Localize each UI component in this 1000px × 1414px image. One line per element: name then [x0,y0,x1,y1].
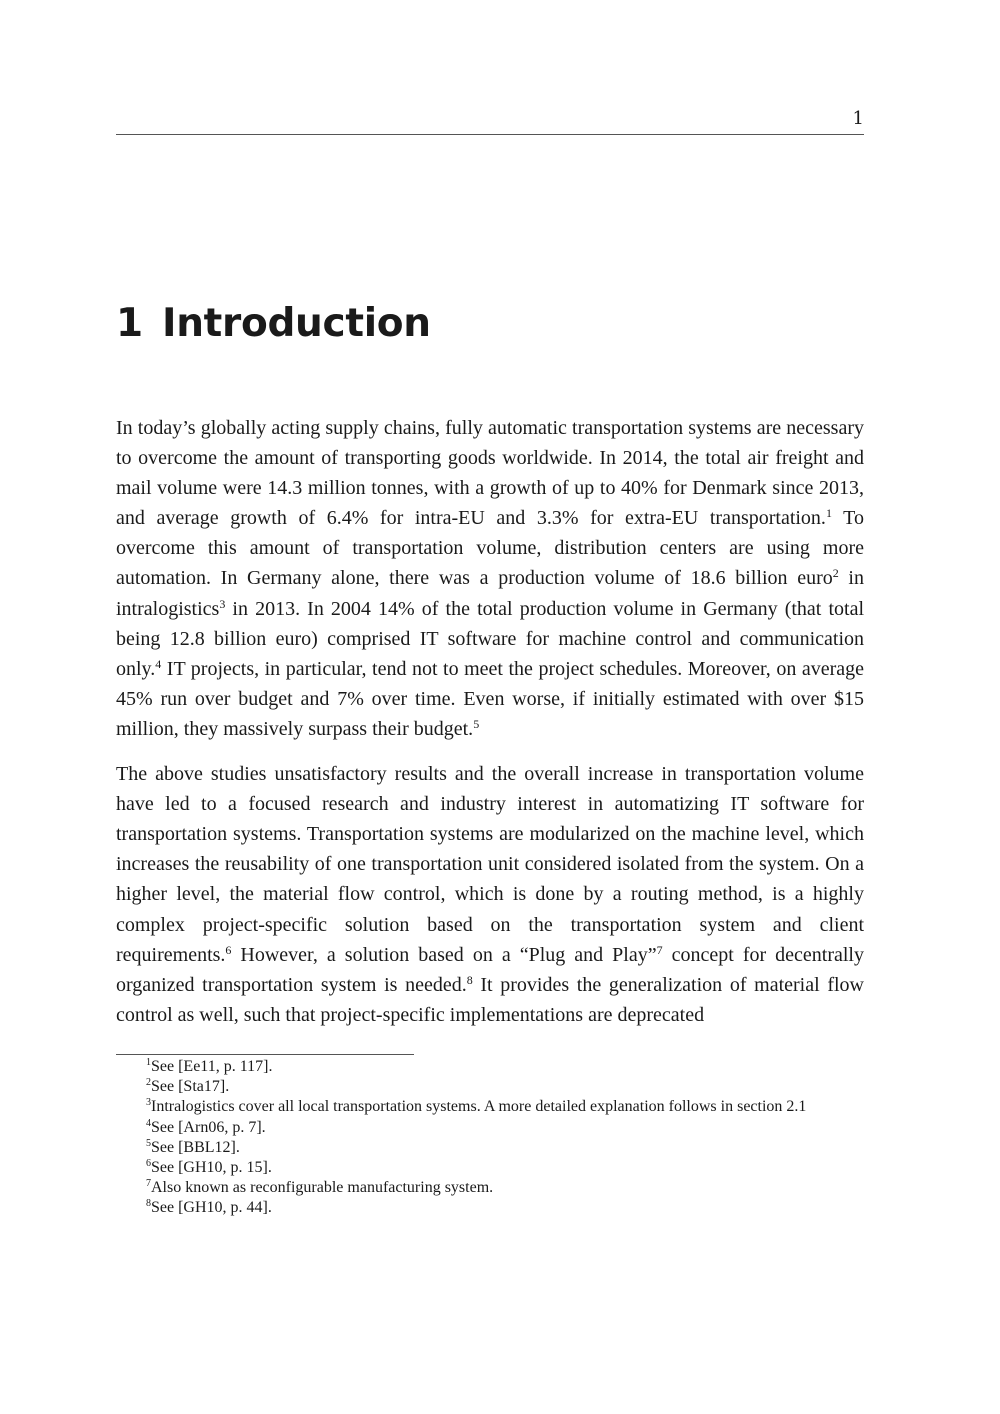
footnote [116,1118,864,1138]
footnote-mark: 6 [146,1158,151,1170]
footnote-mark: 5 [146,1137,151,1149]
footnote-reference: 3 [219,596,226,611]
paragraph [116,759,864,1030]
footnote-reference: 2 [832,566,839,581]
footnote [116,1198,864,1218]
chapter-number: 1 [116,301,143,346]
footnote [116,1158,864,1178]
footnote-text: See [Arn06, p. 7]. [151,1118,266,1136]
footnote-reference: 6 [225,942,232,957]
header-rule [116,134,864,135]
body-text [116,413,864,1045]
footnote [116,1097,864,1117]
footnote-rule [116,1054,414,1055]
footnote-text: Also known as reconfigurable manufacturing system. [151,1179,494,1197]
footnote-text: See [GH10, p. 44]. [151,1199,272,1217]
footnote-text: See [Ee11, p. 117]. [151,1058,273,1075]
footnote-mark: 3 [146,1097,151,1109]
paragraph-text: However, a solution based on a “Plug and Play” [231,943,657,966]
footnote [116,1077,864,1097]
paragraph-text: concept for decentrally organized transportation system is needed. [116,943,864,996]
footnote [116,1138,864,1158]
paragraph-text: in 2013. In 2004 14% of the total production volume in Germany (that total being 12.8 billion euro) comprised IT software for machine control and communication only. [116,597,864,680]
footnote-text: See [GH10, p. 15]. [151,1159,272,1177]
paragraph-text: It provides the generalization of material flow control as well, such that project-specific implementations are deprecated [116,973,864,1026]
paragraph [116,413,864,744]
paragraph-text: To overcome this amount of transportation volume, distribution centers are using more automation. In Germany alone, there was a production volume of 18.6 billion euro [116,507,864,590]
paragraph-text: in intralogistics [116,567,864,620]
footnote [116,1178,864,1198]
chapter-title: Introduction [162,301,431,346]
paragraph-text: The above studies unsatisfactory results and the overall increase in transportation volume have led to a focused research and industry interest in automatizing IT software for transportation systems. Transportation systems are modularized on the machine level, which increases the reusability of one transportation unit considered isolated from the system. On a higher level, the material flow control, which is done by a routing method, is a highly complex project-specific solution based on the transportation system and client requirements. [116,763,864,966]
footnote-reference: 4 [155,656,162,671]
footnote-reference: 8 [466,972,473,987]
paragraph-text: In today’s globally acting supply chains, fully automatic transportation systems are necessary to overcome the amount of transporting goods worldwide. In 2014, the total air freight and mail volume were 14.3 million tonnes, with a growth of up to 40% for Denmark since 2013, and average growth of 6.4% for intra-EU and 3.3% for extra-EU transportation. [116,417,864,530]
footnote-reference: 7 [656,942,663,957]
footnote-text: Intralogistics cover all local transportation systems. A more detailed explanation follows in section 2.1 [151,1098,807,1116]
footnote-reference: 5 [473,716,480,731]
footnote-reference: 1 [825,506,832,521]
footnote-mark: 4 [146,1117,151,1129]
footnote-mark: 7 [146,1178,151,1190]
footnote-mark: 8 [146,1198,151,1210]
footnote-mark: 2 [146,1077,151,1089]
page-content [116,0,864,1414]
footnote-text: See [BBL12]. [151,1138,240,1156]
footnote [116,1057,864,1077]
footnote-text: See [Sta17]. [151,1078,230,1096]
footnotes [116,1057,864,1219]
footnote-mark: 1 [146,1057,151,1068]
paragraph-text: IT projects, in particular, tend not to meet the project schedules. Moreover, on average 45% run over budget and 7% over time. Even worse, if initially estimated with over $15 million, they massively surpass their budget. [116,657,864,740]
chapter-heading [116,298,431,350]
page-number: 1 [852,108,864,129]
